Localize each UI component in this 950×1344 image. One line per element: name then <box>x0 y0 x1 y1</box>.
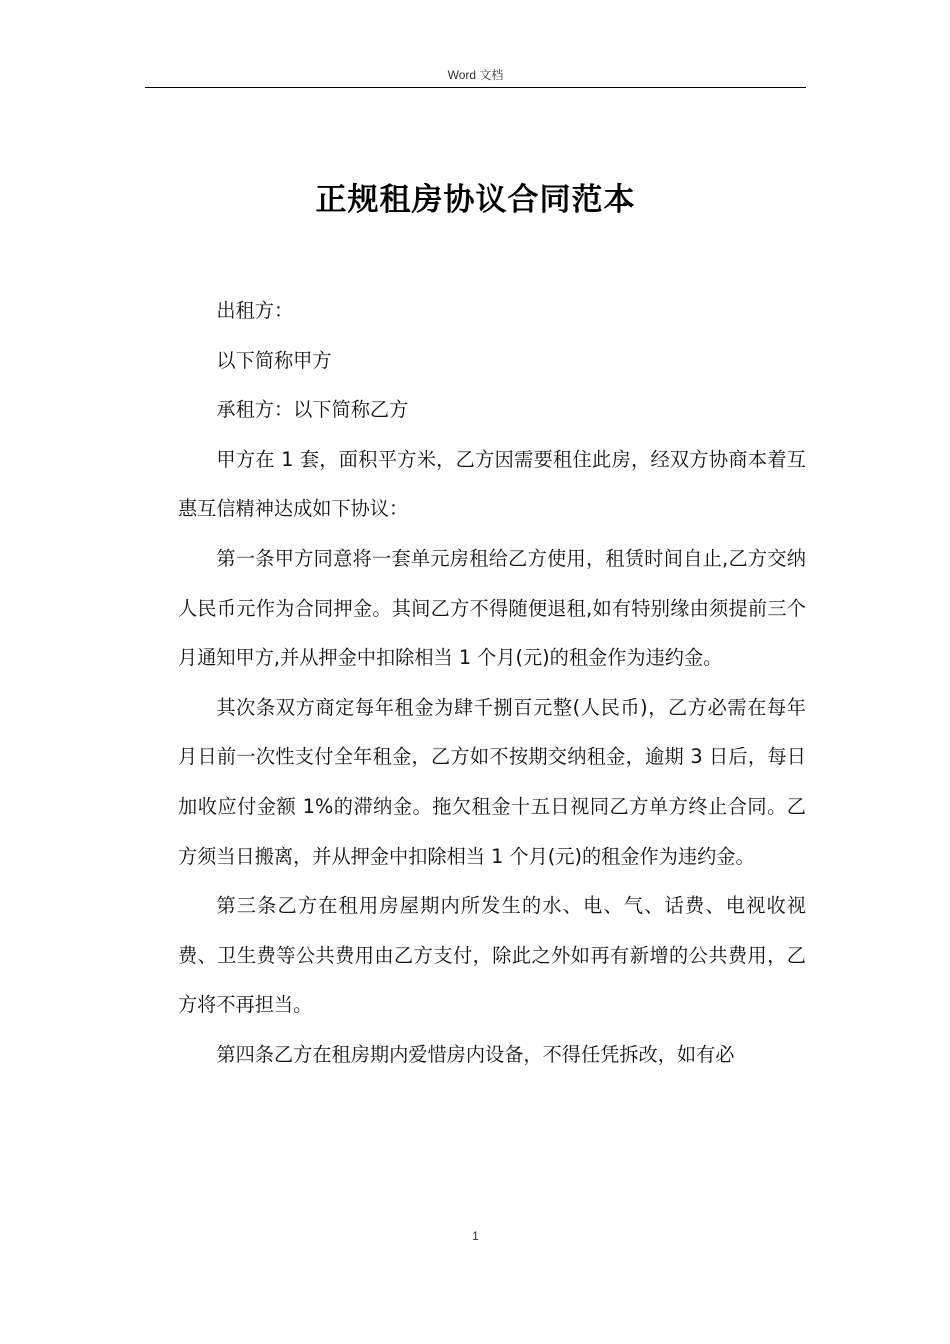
paragraph-article-2: 其次条双方商定每年租金为肆千捌百元整(人民币)，乙方必需在每年月日前一次性支付全年租金，乙方如不按期交纳租金，逾期 3 日后，每日加收应付金额 1%的滞纳金。拖欠租金十五日视同乙方单方终止合同。乙方须当日搬离，并从押金中扣除相当 1 个月(元)的租金作为违约金。 <box>178 695 806 868</box>
document-title: 正规租房协议合同范本 <box>315 181 636 218</box>
paragraph-party-a-alias: 以下简称甲方 <box>216 348 332 372</box>
document-body <box>178 286 806 1080</box>
paragraph-lessee: 承租方：以下简称乙方 <box>216 398 409 422</box>
paragraph-article-3: 第三条乙方在租用房屋期内所发生的水、电、气、话费、电视收视费、卫生费等公共费用由乙方支付，除此之外如再有新增的公共费用，乙方将不再担当。 <box>178 894 806 1017</box>
page-number: 1 <box>472 1229 479 1243</box>
paragraph-lessor: 出租方： <box>216 299 294 322</box>
page-header: Word 文档 <box>447 68 504 82</box>
paragraph-preamble: 甲方在 1 套，面积平方米，乙方因需要租住此房，经双方协商本着互惠互信精神达成如下协议： <box>178 447 806 521</box>
header-rule <box>145 87 806 88</box>
paragraph-article-1: 第一条甲方同意将一套单元房租给乙方使用，租赁时间自止,乙方交纳人民币元作为合同押金。其间乙方不得随便退租,如有特别缘由须提前三个月通知甲方,并从押金中扣除相当 1 个月(元)的租金作为违约金。 <box>178 546 806 670</box>
paragraph-article-4: 第四条乙方在租房期内爱惜房内设备，不得任凭拆改，如有必 <box>216 1042 735 1066</box>
